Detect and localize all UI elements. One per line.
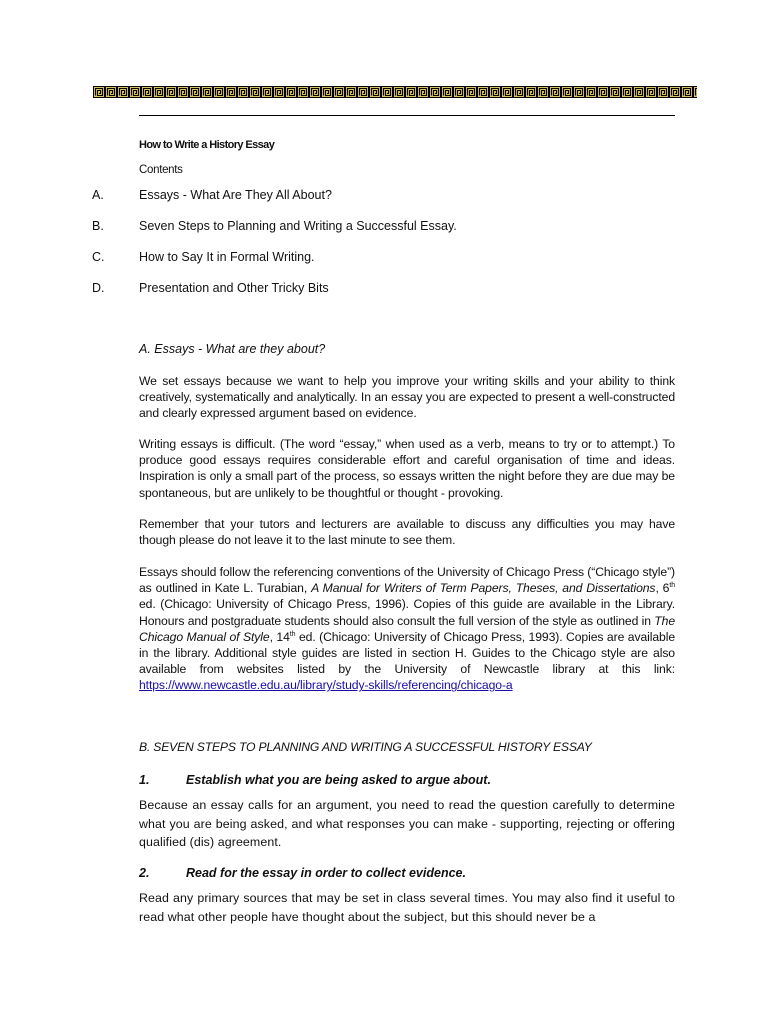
toc-text: Seven Steps to Planning and Writing a Successful Essay. xyxy=(139,219,457,233)
toc-letter: D. xyxy=(92,281,105,295)
step-title: Establish what you are being asked to argue about. xyxy=(186,773,491,787)
document-title: How to Write a History Essay xyxy=(139,139,275,151)
text-run: Essays should follow the referencing conventions of the University of Chicago Press (“Chicago style”) as outlined in Kate L. Turabian, xyxy=(139,565,675,596)
paragraph: Because an essay calls for an argument, you need to read the question carefully to determine what you are being asked, and what responses you can make - supporting, rejecting or offering qualified (dis) agreement. xyxy=(139,798,675,850)
book-title: The Chicago Manual of Style xyxy=(139,613,675,644)
toc-letter: B. xyxy=(92,219,104,233)
toc-item-a xyxy=(92,188,672,204)
superscript: th xyxy=(669,582,675,590)
contents-heading: Contents xyxy=(139,164,183,176)
text-run: , 14 xyxy=(269,629,290,644)
toc-text: Presentation and Other Tricky Bits xyxy=(139,281,329,295)
step-2-heading xyxy=(139,866,675,880)
section-a-para-4 xyxy=(139,564,675,694)
toc-item-d xyxy=(92,281,672,297)
step-number: 2. xyxy=(139,866,150,880)
paragraph: Read any primary sources that may be set in class several times. You may also find it useful to read what other people have thought about the subject, but this should never be a xyxy=(139,891,675,924)
greek-key-border xyxy=(93,86,697,98)
paragraph: We set essays because we want to help you improve your writing skills and your ability to think creatively, systematically and analytically. In an essay you are expected to present a well-constructed and clearly expressed argument based on evidence. xyxy=(139,374,675,421)
section-a-para-3 xyxy=(139,516,675,548)
library-link[interactable]: https://www.newcastle.edu.au/library/study-skills/referencing/chicago-a xyxy=(139,678,513,693)
step-title: Read for the essay in order to collect evidence. xyxy=(186,866,466,880)
text-run: , 6 xyxy=(655,581,670,596)
section-a-para-2 xyxy=(139,436,675,501)
step-number: 1. xyxy=(139,773,150,787)
toc-text: Essays - What Are They All About? xyxy=(139,188,332,202)
paragraph xyxy=(139,564,675,694)
superscript: th xyxy=(289,630,296,638)
section-a-para-1 xyxy=(139,373,675,422)
toc-letter: C. xyxy=(92,250,105,264)
section-b-heading: B. SEVEN STEPS TO PLANNING AND WRITING A SUCCESSFUL HISTORY ESSAY xyxy=(139,740,592,754)
section-a-heading: A. Essays - What are they about? xyxy=(139,342,326,356)
text-run: ed. (Chicago: University of Chicago Press, 1996). Copies of this guide are available in the Library. Honours and postgraduate students should also consult the full version of the style as outlined in xyxy=(139,597,675,628)
header-rule xyxy=(139,115,675,116)
toc-text: How to Say It in Formal Writing. xyxy=(139,250,315,264)
book-title: A Manual for Writers of Term Papers, Theses, and Dissertations xyxy=(311,581,656,596)
paragraph: Writing essays is difficult. (The word “essay,” when used as a verb, means to try or to attempt.) To produce good essays requires considerable effort and careful organisation of time and ideas. Inspiration is only a small part of the process, so essays written the night before they are due may be spontaneous, but are unlikely to be thoughtful or thought - provoking. xyxy=(139,437,675,500)
step-1-text xyxy=(139,796,675,852)
step-2-text xyxy=(139,889,675,926)
paragraph: Remember that your tutors and lecturers are available to discuss any difficulties you may have though please do not leave it to the last minute to see them. xyxy=(139,517,675,548)
toc-letter: A. xyxy=(92,188,104,202)
toc-item-c xyxy=(92,250,672,266)
step-1-heading xyxy=(139,773,675,787)
text-run: ed. (Chicago: University of Chicago Press, 1993). Copies are available in the library. Additional style guides are listed in section H. Guides to the Chicago style are also available from websites listed by the University of Newcastle library at this link: xyxy=(139,629,675,677)
toc-item-b xyxy=(92,219,672,235)
